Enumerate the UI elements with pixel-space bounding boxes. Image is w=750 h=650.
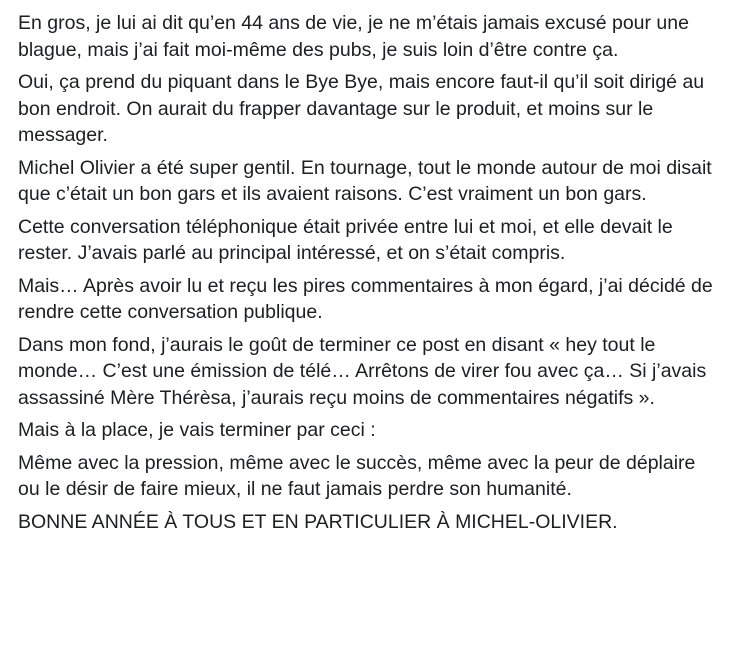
post-paragraph-1: En gros, je lui ai dit qu’en 44 ans de vie, je ne m’étais jamais excusé pour une blague, mais j’ai fait moi-même des pubs, je suis loin d’être contre ça. [18,12,689,61]
post-paragraph-8: Même avec la pression, même avec le succès, même avec la peur de déplaire ou le désir de faire mieux, il ne faut jamais perdre son humanité. [18,451,696,500]
post-paragraph-9: BONNE ANNÉE À TOUS ET EN PARTICULIER À MICHEL-OLIVIER. [18,510,618,533]
post-paragraph-4: Cette conversation téléphonique était privée entre lui et moi, et elle devait le rester. J’avais parlé au principal intéressé, et on s’était compris. [18,215,673,264]
post-paragraph-6: Dans mon fond, j’aurais le goût de terminer ce post en disant « hey tout le monde… C’est une émission de télé… Arrêtons de virer fou avec ça… Si j’avais assassiné Mère Thérèsa, j’aurais reçu moins de commentaires négatifs ». [18,333,707,409]
post-paragraph-7: Mais à la place, je vais terminer par ceci : [18,419,376,441]
post-paragraph-2: Oui, ça prend du piquant dans le Bye Bye, mais encore faut-il qu’il soit dirigé au bon endroit. On aurait du frapper davantage sur le produit, et moins sur le messager. [18,71,705,146]
post-paragraph-3: Michel Olivier a été super gentil. En tournage, tout le monde autour de moi disait que c’était un bon gars et ils avaient raisons. C’est vraiment un bon gars. [18,156,712,205]
post-paragraph-5: Mais… Après avoir lu et reçu les pires commentaires à mon égard, j’ai décidé de rendre cette conversation publique. [18,274,713,323]
